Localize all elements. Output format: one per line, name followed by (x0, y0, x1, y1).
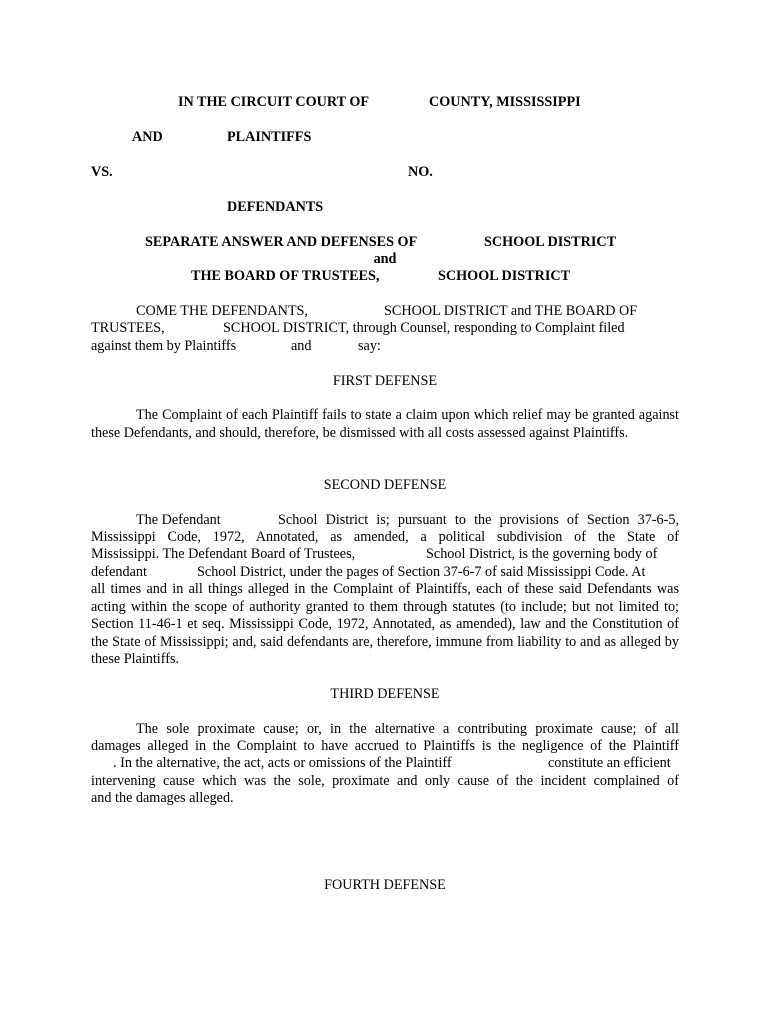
second-rest: all times and in all things alleged in the Complaint of Plaintiffs, each of these said Defendants was acting within the scope of authority granted to them through statutes (to include; but not limited to; Section 11-46-1 et seq. Mississippi Code, 1972, Annotated, as amended), law and the Constitution of the State of Mississippi; and, said defendants are, therefore, immune from liability to and as alleged by these Plaintiffs. (91, 581, 679, 667)
caption-and: AND (132, 129, 163, 145)
caption-defendants: DEFENDANTS (227, 199, 324, 215)
intro-l3c: say: (358, 338, 381, 354)
intro-l3a: against them by Plaintiffs (91, 338, 237, 354)
title-line3-right: SCHOOL DISTRICT (438, 268, 571, 284)
third-l3a: . In the alternative, the act, acts or omissions of the Plaintiff (113, 755, 452, 771)
intro-l2a: TRUSTEES, (91, 320, 165, 336)
caption-case-no: NO. (408, 164, 433, 180)
intro-l3b: and (291, 338, 312, 354)
second-l3b: School District, is the governing body of (426, 546, 658, 562)
court-title-prefix: IN THE CIRCUIT COURT OF (178, 94, 370, 110)
second-l1b: School District is; pursuant to the provisions of Section 37-6-5, (278, 512, 679, 528)
second-l2: Mississippi Code, 1972, Annotated, as amended, a political subdivision of the State of (91, 529, 679, 545)
first-defense-text: The Complaint of each Plaintiff fails to state a claim upon which relief may be granted against these Defendants, and should, therefore, be dismissed with all costs assessed against Plaintiffs. (91, 407, 679, 441)
title-line1-right: SCHOOL DISTRICT (484, 234, 617, 250)
third-l3b: constitute an efficient (548, 755, 671, 771)
second-l1a: The Defendant (136, 512, 221, 528)
third-l2: damages alleged in the Complaint to have accrued to Plaintiffs is the negligence of the Plaintiff (91, 738, 679, 754)
court-county: COUNTY, MISSISSIPPI (429, 94, 581, 110)
title-line1-left: SEPARATE ANSWER AND DEFENSES OF (145, 234, 418, 250)
third-defense-heading: THIRD DEFENSE (330, 686, 440, 702)
intro-l1b: SCHOOL DISTRICT and THE BOARD OF (384, 303, 638, 319)
second-l4a: defendant (91, 564, 147, 580)
intro-l1a: COME THE DEFENDANTS, (136, 303, 308, 319)
fourth-defense-heading: FOURTH DEFENSE (324, 877, 446, 893)
second-l3a: Mississippi. The Defendant Board of Trustees, (91, 546, 356, 562)
third-l4: intervening cause which was the sole, proximate and only cause of the incident complained of (91, 773, 679, 789)
third-l5: and the damages alleged. (91, 790, 234, 806)
second-l4b: School District, under the pages of Section 37-6-7 of said Mississippi Code. At (197, 564, 646, 580)
third-l1: The sole proximate cause; or, in the alternative a contributing proximate cause; of all (136, 721, 679, 737)
first-defense-heading: FIRST DEFENSE (332, 373, 438, 389)
caption-vs: VS. (91, 164, 113, 180)
intro-l2b: SCHOOL DISTRICT, through Counsel, responding to Complaint filed (223, 320, 625, 336)
title-and: and (373, 251, 397, 267)
caption-plaintiffs: PLAINTIFFS (227, 129, 312, 145)
second-defense-heading: SECOND DEFENSE (323, 477, 447, 493)
title-line3-left: THE BOARD OF TRUSTEES, (191, 268, 380, 284)
